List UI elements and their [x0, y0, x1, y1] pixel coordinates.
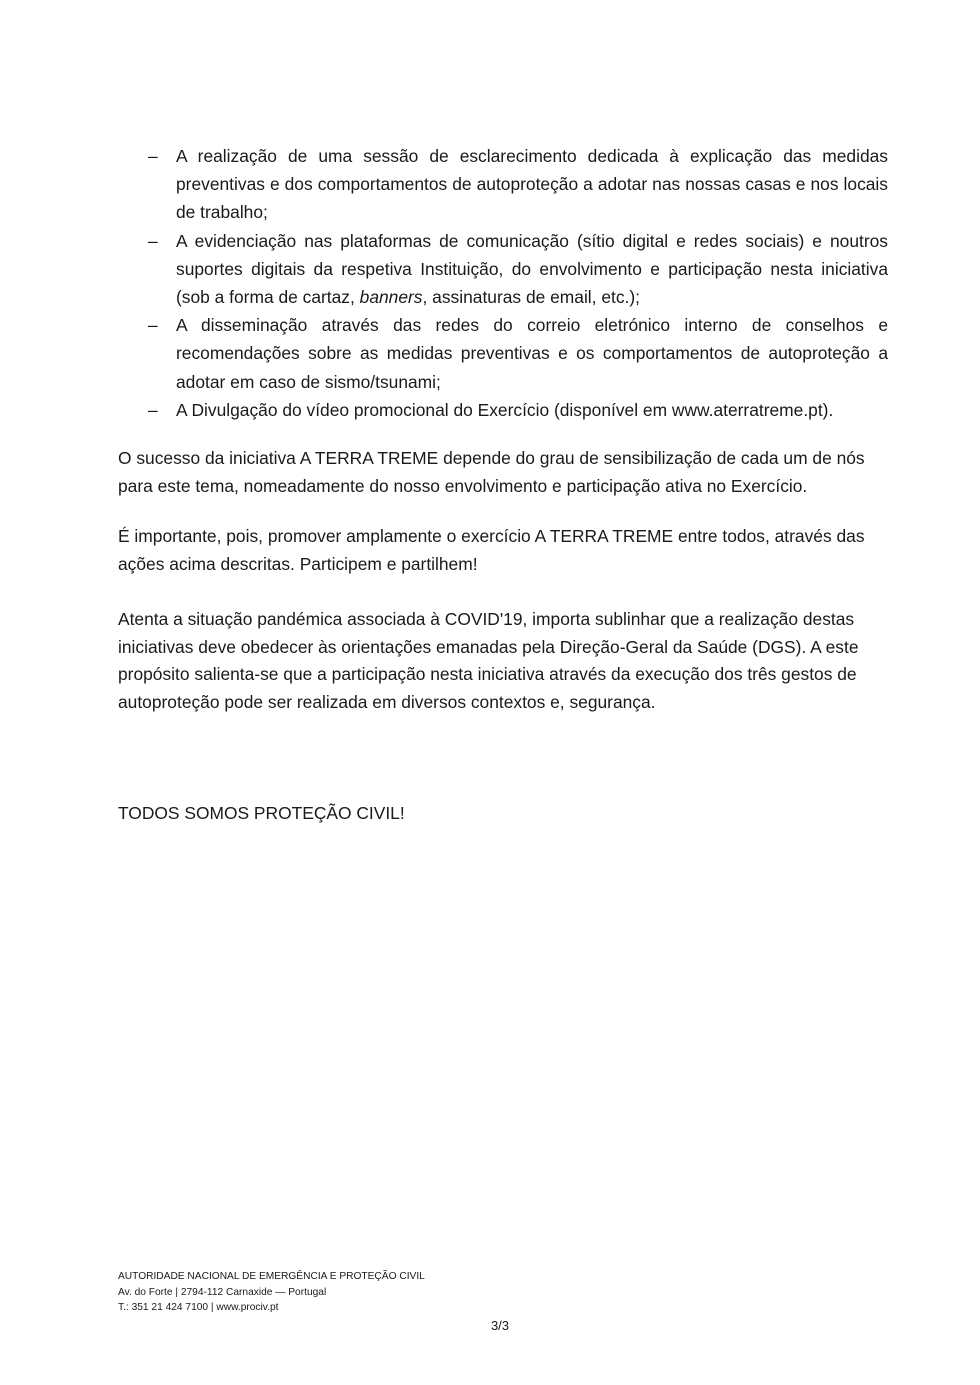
list-item-text: A evidenciação nas plataformas de comunicação (sítio digital e redes sociais) e noutros suportes digitais da respetiva Instituição, do envolvimento e participação nesta iniciativa (sob a forma de cartaz, [176, 230, 888, 308]
list-item [118, 142, 888, 227]
list-item-text: , assinaturas de email, etc.); [422, 287, 640, 308]
list-item [118, 227, 888, 312]
footer-contact: T.: 351 21 424 7100 | www.prociv.pt [118, 1302, 279, 1313]
dash-marker: – [148, 146, 158, 166]
page-number: 3/3 [490, 1318, 510, 1333]
page-footer [118, 1269, 425, 1316]
closing-slogan: TODOS SOMOS PROTEÇÃO CIVIL! [118, 803, 405, 823]
paragraph-promote: É importante, pois, promover amplamente o exercício A TERRA TREME entre todos, através das ações acima descritas. Participem e partilhem! [118, 526, 865, 574]
dash-marker: – [148, 399, 158, 420]
list-item-text: A Divulgação do vídeo promocional do Exercício (disponível em www.aterratreme.pt). [176, 399, 834, 420]
list-item [118, 396, 888, 424]
dash-marker: – [148, 230, 158, 251]
list-item-text: A disseminação através das redes do correio eletrónico interno de conselhos e recomendações sobre as medidas preventivas e os comportamentos de autoproteção a adotar em caso de sismo/tsunami; [176, 315, 888, 392]
paragraph-success: O sucesso da iniciativa A TERRA TREME depende do grau de sensibilização de cada um de nós para este tema, nomeadamente do nosso envolvimento e participação ativa no Exercício. [118, 448, 865, 496]
footer-org: AUTORIDADE NACIONAL DE EMERGÊNCIA E PROTEÇÃO CIVIL [118, 1271, 425, 1282]
paragraph-pandemic: Atenta a situação pandémica associada à COVID'19, importa sublinhar que a realização destas iniciativas deve obedecer às orientações emanadas pela Direção-Geral da Saúde (DGS). A este propósito salienta-se que a participação nesta iniciativa através da execução dos três gestos de autoproteção pode ser realizada em diversos contextos e, segurança. [118, 609, 859, 712]
bullet-list [118, 142, 888, 424]
list-item [118, 311, 888, 396]
list-item-text: A realização de uma sessão de esclarecimento dedicada à explicação das medidas preventivas e dos comportamentos de autoproteção a adotar nas nossas casas e nos locais de trabalho; [176, 146, 888, 223]
footer-address: Av. do Forte | 2794-112 Carnaxide — Portugal [118, 1286, 327, 1298]
dash-marker: – [148, 315, 158, 336]
list-item-text-italic: banners [359, 287, 423, 308]
